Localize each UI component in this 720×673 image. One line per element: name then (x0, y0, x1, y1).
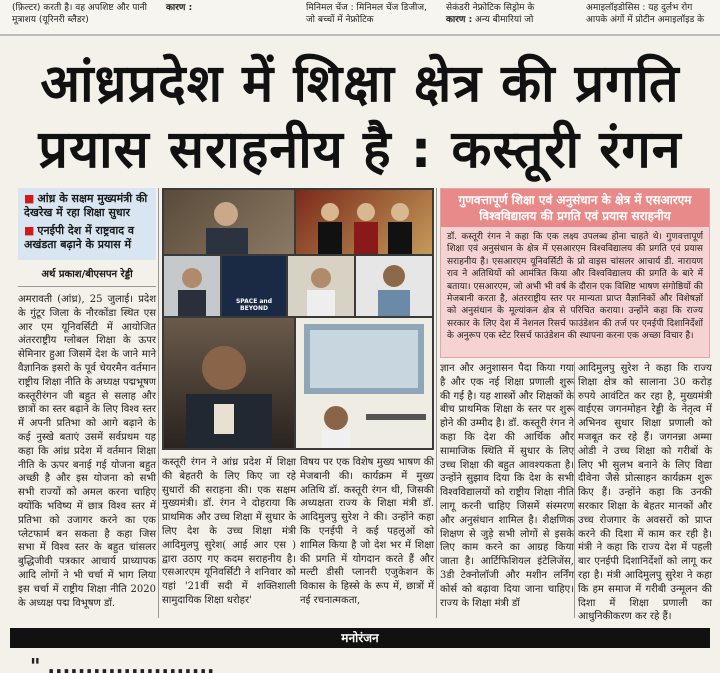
person-silhouette-icon (356, 256, 432, 316)
bullet-square-icon: ■ (24, 192, 35, 205)
strip-col-4-label: कारण : (446, 15, 473, 25)
highlights-box (18, 188, 156, 260)
video-call-tile-speaker (164, 190, 294, 254)
strip-col-2-label: कारण : (166, 3, 193, 13)
bullet-square-icon: ■ (24, 224, 35, 237)
column-divider (436, 188, 437, 618)
article-body-col-1: अमरावती (आंध्र), 25 जुलाई। प्रदेश के गुंटूर जिला के नौरकोंडा स्थित एस आर एम यूनिवर्सिटी में आयोजित अंतरराष्ट्रीय ग्लोबल शिक्षा के ऊपर सेमिनार हुआ जिसमें देश के जाने माने वैज्ञानिक इसरो के पूर्व चेयरमैन वर्तमान राष्ट्रीय शिक्षा नीति के अध्यक्ष पद्मभूषण कस्तूरीरंगन जी बहुत से सलाह और छात्रों का स्तर बढ़ाने के लिए विश्व स्तर में अपनी प्रतिभा को आगे बढ़ाने के कई नुस्खे बताएं उसमें सर्वप्रथम यह कहा कि आंध्र प्रदेश में वर्तमान शिक्षा नीति के ऊपर बनाई गई योजना बहुत अच्छी है और इस योजना को सभी सभी राज्यों को अमल करना चाहिए क्योंकि भविष्य में छात्र विश्व स्तर में प्रतिभा को उजागर करने का एक प्लेटफार्म बन सकता है कहा जिस सभा में विश्व स्तर के बहुत चांसलर बुद्धिजीवी पत्रकार आचार्य प्राध्यापक आदि लोगों ने भी चर्चा में भाग लिया इस चर्चा में राष्ट्रीय शिक्षा नीति 2020 के अध्यक्ष पद्म विभूषण डॉ. (18, 294, 156, 609)
article-body-col-2: कस्तूरी रंगन ने आंध्र प्रदेश में शिक्षा की बेहतरी के लिए किए जा रहे सुधारों की सराहना की। एक सक्षम मुख्यमंत्री। डॉ. रंगन ने दोहराया कि प्राथमिक और उच्च शिक्षा में सुधार के लिए देश के उच्च शिक्षा मंत्री आदिमुलपु सुरेश( आई आर एस ) द्वारा उठाए गए कदम सराहनीय है। एसआरएम यूनिवर्सिटी ने शनिवार को यहां '21वीं सदी में शक्तिशाली सामुदायिक शिक्षा धरोहर' (162, 457, 296, 606)
video-call-tile-panel (296, 190, 432, 254)
photo-collage (162, 188, 434, 450)
article-body-col-3: विषय पर एक विशेष मुख्य भाषण की मेजबानी की। कार्यक्रम में मुख्य अतिथि डॉ. कस्तूरी रंगन थी, जिसकी अध्यक्षता राज्य के शिक्षा मंत्री डॉ. आदिमुलपु सुरेश ने की। उन्होंने कहा कि एनईपी ने कई पहलुओं को शामिल किया है जो देश भर में शिक्षा की प्रगति में योगदान करते हैं और मल्टी डीसी प्लानरी एजुकेशन के विकास के हिस्से के रूप में, छात्रों में नई रचनात्मकता, (300, 457, 434, 606)
strip-col-2 (162, 0, 300, 34)
book-cover-tile (222, 256, 286, 316)
computer-monitor-icon (296, 318, 432, 448)
video-call-monitor-photo (296, 318, 432, 448)
highlight-text: एनईपी देश में राष्ट्रवाद व अखंडता बढ़ाने के प्रयास में (24, 224, 135, 251)
next-headline-cutoff: " ...................... (30, 656, 215, 673)
minister-photo (164, 318, 294, 448)
strip-col-4-rest: अन्य बीमारियां जो (475, 15, 534, 25)
article-body-col-5: आदिमुलपु सुरेश ने कहा कि राज्य शिक्षा क्षेत्र को सालाना 30 करोड़ रुपये आवंटित कर रहा है, मुख्यमंत्री वाईएस जगनमोहन रेड्डी के नेतृत्व में अभिनव सुधार शिक्षा प्रणाली को मजबूत कर रहे हैं। जगनन्ना अम्मा ओडी ने उच्च शिक्षा को गरीबों के लिए भी सुलभ बनाने के लिए विद्या दीवेना जैसे प्रोत्साहन कार्यक्रम शुरू किए हैं। उन्होंने कहा कि उनकी सरकार शिक्षा के बेहतर मानकों और उच्च रोजगार के अवसरों को प्राप्त करने की दिशा में काम कर रही है। मंत्री ने कहा कि राज्य देश में पहली बार एनईपी दिशानिर्देशों को लागू कर रहा है। मंत्री आदिमुलपु सुरेश ने कहा कि हम समाज में गरीबी उन्मूलन की दिशा में शिक्षा प्रणाली का आधुनिकीकरण कर रहे हैं। (578, 363, 712, 623)
video-call-tile-1 (164, 256, 220, 316)
person-silhouette-icon (164, 256, 220, 316)
highlight-text: आंध्र के सक्षम मुख्यमंत्री की देखरेख में रहा शिक्षा सुधार (24, 192, 148, 219)
person-silhouette-icon (288, 256, 354, 316)
strip-col-3: मिनिमल चेंज : मिनिमल चेंज डिजीज, जो बच्चों में नेफ्रोटिक (306, 3, 427, 25)
strip-col-1: (फ़िल्टर) करती है। वह अपशिष्ट और पानी मूत्राशय (यूरिनरी ब्लैडर) (12, 3, 147, 25)
group-silhouette-icon (296, 190, 432, 254)
book-cover-title: SPACE and BEYOND (235, 298, 273, 312)
article-body-col-4: ज्ञान और अनुशासन पैदा किया गया है और एक नई शिक्षा प्रणाली शुरू की गई है। यह शास्त्रों और शिक्षकों के बीच प्राथमिक शिक्षा के स्तर पर शुरू होने की उम्मीद है। डॉ. कस्तूरी रंगन ने कहा कि देश की आर्थिक और सामाजिक स्थिति में सुधार के लिए उच्च शिक्षा की बहुत आवश्यकता है। उन्होंने सुझाव दिया कि देश के सभी विश्वविद्यालयों को राष्ट्रीय शिक्षा नीति लागू करनी चाहिए जिसमें संस्मरण और अनुसंधान शामिल है। शैक्षणिक शिक्षण से जुड़े सभी लोगों से इसके लिए काम करने का आग्रह किया जाता है। आर्टिफिशियल इंटेलिजेंस, 3डी टेक्नोलॉजी और मशीन लर्निंग कोर्स को बढ़ावा दिया जाना चाहिए। राज्य के शिक्षा मंत्री डॉ (440, 363, 574, 609)
sidebar-box-title: गुणवत्तापूर्ण शिक्षा एवं अनुसंधान के क्षेत्र में एसआरएम विश्वविद्यालय की प्रगति एवं प्रयास सराहनीय (441, 189, 709, 227)
column-divider (158, 188, 159, 618)
headline-line-1: आंध्रप्रदेश में शिक्षा क्षेत्र की प्रगति (40, 54, 680, 114)
strip-col-4 (442, 0, 580, 34)
strip-col-5: अमाइलॉइडोसिस : यह दुर्लभ रोग आपके अंगों में प्रोटीन अमाइलॉइड के (586, 3, 705, 25)
headline-line-2: प्रयास सराहनीय है : कस्तूरी रंगन (38, 120, 682, 180)
byline: अर्थ प्रकाश/बीएसपन रेड्डी (18, 260, 156, 287)
sidebar-box (440, 188, 710, 358)
person-silhouette-icon (164, 190, 294, 254)
highlight-item (24, 224, 150, 252)
left-column (18, 188, 156, 610)
video-call-tile-3 (356, 256, 432, 316)
highlight-item (24, 192, 150, 220)
column-divider (574, 362, 575, 618)
sidebar-box-body: डॉ. कस्तूरी रंगन ने कहा कि एक लक्ष्य उपलब्ध होना चाहते थे। गुणवत्तापूर्ण शिक्षा एवं अनुसंधान के क्षेत्र में एसआरएम विश्वविद्यालय की प्रगति एवं प्रयास सराहनीय है। एसआरएम यूनिवर्सिटी के प्रो वाइस चांसलर आचार्य डी. नारायण राव ने अतिथियों को आमंत्रित किया और विश्वविद्यालय की प्रगति के बारे में बताया। एसआरएम, जो अभी भी वर्ष के दौरान एक विशिष्ट भाषण संगोष्ठियों की मेजबानी करता है, अंतरराष्ट्रीय स्तर पर मान्यता प्राप्त वैज्ञानिकों और विशेषज्ञों को अनुसंधान के मूल्यांकन क्षेत्र से परिचित कराया। उन्होंने कहा कि राज्य सरकार के लिए देश में नेशनल रिसर्च फाउंडेशन की तर्ज पर एनईपी दिशानिर्देशों के अनुरूप एक स्टेट रिसर्च फाउंडेशन की स्थापना करना एक अच्छा विचार है। (447, 232, 703, 342)
video-call-tile-2 (288, 256, 354, 316)
previous-article-strip (0, 0, 720, 36)
section-header-entertainment: मनोरंजन (10, 628, 710, 648)
strip-col-4-text: सेकंडरी नेफ्रोटिक सिड्रोम के (446, 3, 535, 13)
person-silhouette-icon (164, 318, 294, 448)
